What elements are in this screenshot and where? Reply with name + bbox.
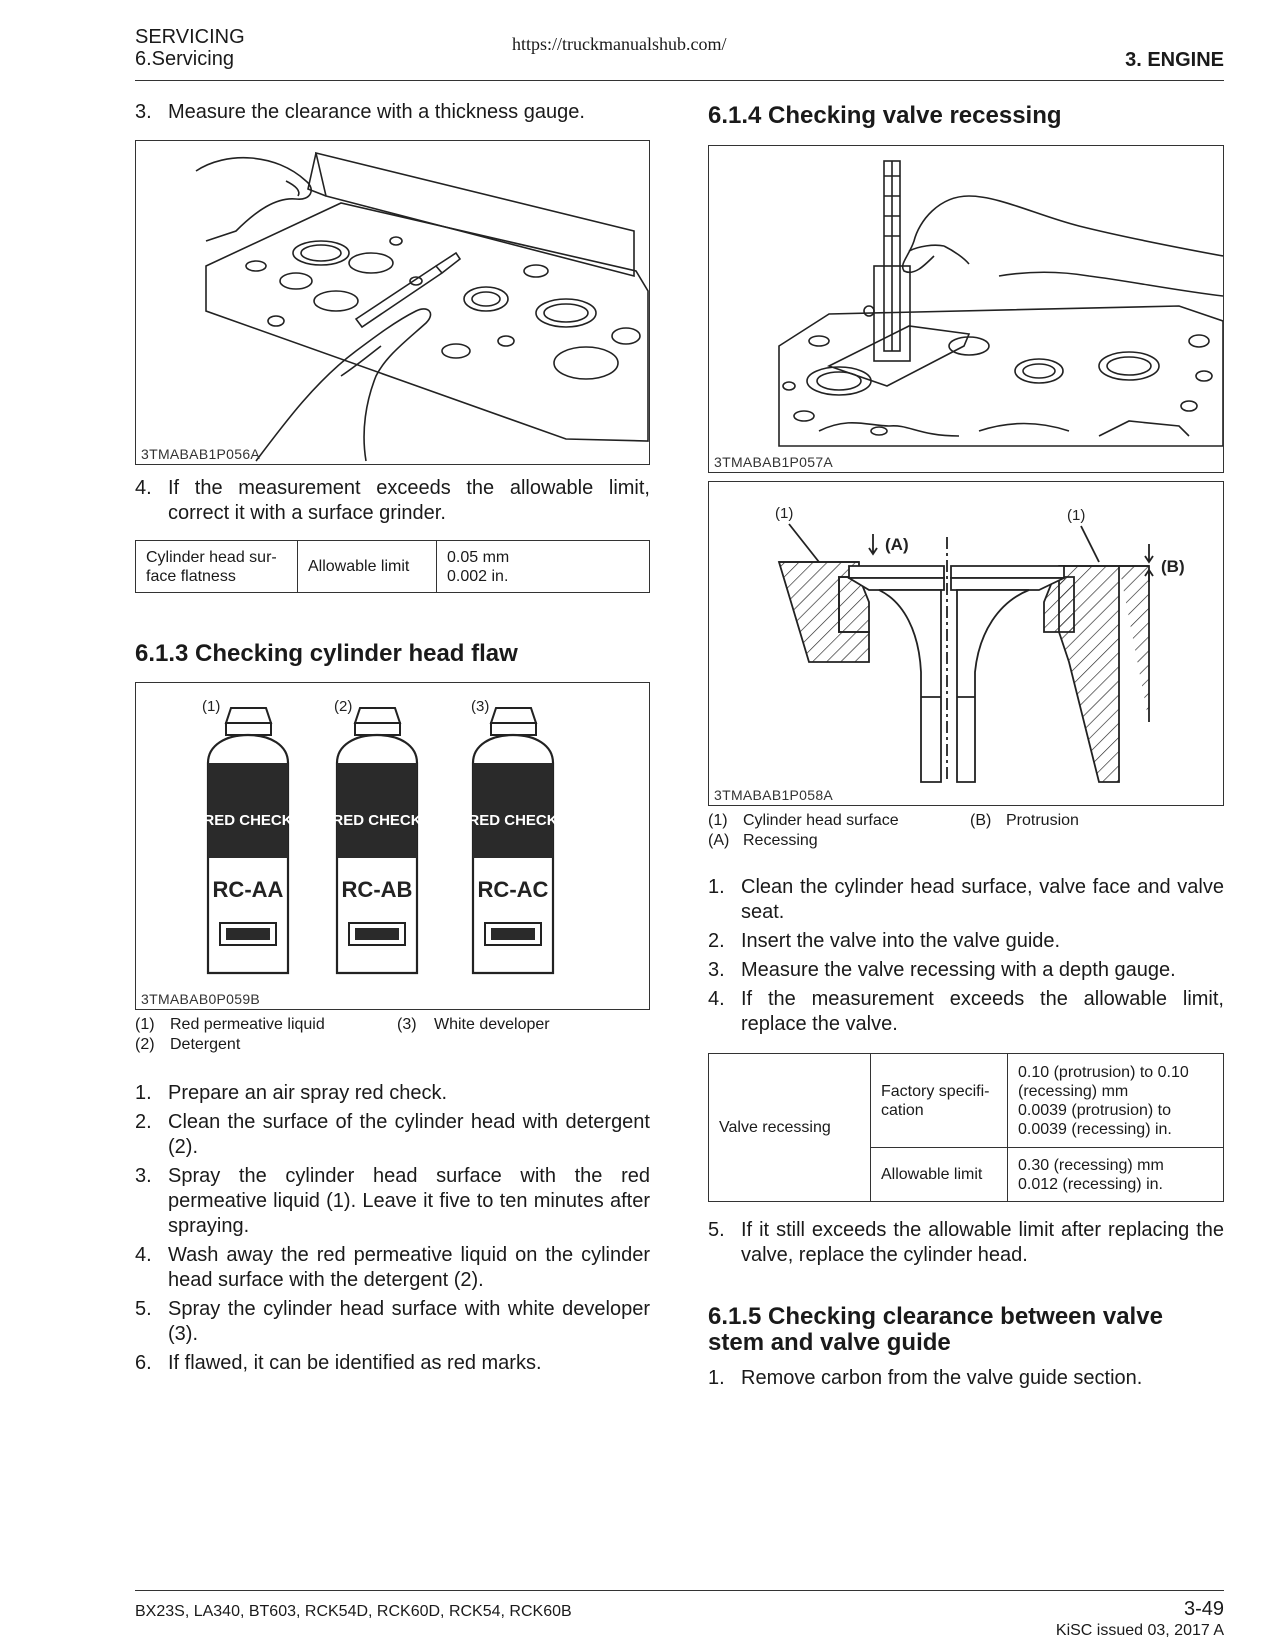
spec-type: Allowable limit	[298, 541, 437, 593]
grinder-step-list	[135, 476, 650, 526]
legend-num: (1)	[135, 1016, 155, 1033]
red-check-figure	[135, 682, 650, 1010]
figure-code: 3TMABAB0P059B	[141, 991, 261, 1007]
spray-can-2	[332, 708, 421, 973]
list-item: 4. If the measurement exceeds the allowable limit, correct it with a surface grinder.	[135, 477, 650, 524]
section-heading-recess: 6.1.4 Checking valve recessing	[708, 102, 1062, 129]
list-item: 4. If the measurement exceeds the allowable limit, replace the valve.	[708, 988, 1224, 1035]
svg-text:RED CHECK: RED CHECK	[468, 812, 558, 829]
list-item: 5. Spray the cylinder head surface with white developer (3).	[135, 1298, 650, 1345]
callout-b: (B)	[1161, 557, 1185, 576]
list-item: 6. If flawed, it can be identified as red marks.	[135, 1352, 542, 1374]
list-item: 3. Measure the clearance with a thickness gauge.	[135, 101, 585, 123]
flatness-spec-table	[135, 540, 650, 593]
legend-num: (2)	[135, 1036, 155, 1053]
legend-label: Protrusion	[1006, 812, 1079, 829]
callout-3: (3)	[471, 698, 490, 715]
thickness-gauge-illustration	[136, 141, 649, 464]
header-chapter: 3. ENGINE	[1125, 49, 1224, 71]
list-item: 1. Prepare an air spray red check.	[135, 1082, 448, 1104]
thickness-gauge-figure	[135, 140, 650, 465]
spec-item: Cylinder head sur-face flatness	[136, 541, 298, 593]
valve-recess-section-illustration	[709, 482, 1223, 805]
legend-label: Red permeative liquid	[170, 1016, 325, 1033]
valve-recess-spec-table	[708, 1053, 1224, 1202]
recess-steps-list	[708, 875, 1224, 1037]
legend-num: (1)	[708, 812, 728, 829]
callout-2: (2)	[334, 698, 353, 715]
list-item: 2. Clean the surface of the cylinder head with detergent (2).	[135, 1111, 650, 1158]
table-row	[136, 541, 650, 593]
spec-type: Factory specifi-cation	[871, 1054, 1008, 1148]
spec-value: 0.30 (recessing) mm 0.012 (recessing) in.	[1008, 1148, 1224, 1202]
header-url[interactable]: https://truckmanualshub.com/	[512, 34, 727, 54]
figure-code: 3TMABAB1P056A	[141, 446, 261, 462]
list-item: 1. Remove carbon from the valve guide section.	[708, 1367, 1143, 1389]
section-heading-flaw: 6.1.3 Checking cylinder head flaw	[135, 640, 518, 667]
list-item: 5. If it still exceeds the allowable limit after replacing the valve, replace the cylinder head.	[708, 1219, 1224, 1266]
depth-gauge-illustration	[709, 146, 1223, 472]
callout-a: (A)	[885, 535, 909, 554]
gauge-step-list	[135, 100, 650, 125]
flaw-steps-list	[135, 1081, 650, 1376]
legend-num: (B)	[970, 812, 992, 829]
valve-recess-diagram	[708, 481, 1224, 806]
depth-gauge-figure	[708, 145, 1224, 473]
list-item: 4. Wash away the red permeative liquid on the cylinder head surface with the detergent (2).	[135, 1244, 650, 1291]
svg-text:RC-AA: RC-AA	[212, 877, 284, 902]
spec-type: Allowable limit	[871, 1148, 1008, 1202]
spec-value: 0.10 (protrusion) to 0.10 (recessing) mm 0.0039 (protrusion) to 0.0039 (recessing) in.	[1008, 1054, 1224, 1148]
svg-text:RED CHECK: RED CHECK	[332, 812, 422, 829]
legend-num: (A)	[708, 832, 730, 849]
footer-models: BX23S, LA340, BT603, RCK54D, RCK60D, RCK54, RCK60B	[135, 1603, 572, 1620]
legend-label: White developer	[434, 1016, 550, 1033]
callout-1-left: (1)	[775, 505, 794, 522]
valve-recess-legend	[708, 811, 1224, 853]
svg-text:RED CHECK: RED CHECK	[203, 812, 293, 829]
right-column	[708, 100, 1224, 1395]
replace-head-step-list	[708, 1218, 1224, 1268]
figure-code: 3TMABAB1P057A	[714, 454, 834, 470]
header-section: SERVICING	[135, 26, 245, 48]
red-check-legend	[135, 1015, 650, 1057]
footer-rule	[135, 1590, 1224, 1591]
legend-label: Recessing	[743, 832, 818, 849]
legend-label: Detergent	[170, 1036, 241, 1053]
spray-can-3	[468, 708, 557, 973]
red-check-cans-illustration	[136, 683, 649, 1009]
guide-steps-list	[708, 1366, 1224, 1391]
legend-num: (3)	[397, 1016, 417, 1033]
left-column	[135, 100, 650, 1380]
callout-1-right: (1)	[1067, 507, 1086, 524]
callout-1: (1)	[202, 698, 221, 715]
figure-code: 3TMABAB1P058A	[714, 787, 834, 803]
legend-label: Cylinder head surface	[743, 812, 899, 829]
list-item: 2. Insert the valve into the valve guide.	[708, 930, 1061, 952]
spec-item: Valve recessing	[709, 1054, 871, 1202]
running-header	[135, 26, 245, 70]
svg-text:RC-AC: RC-AC	[477, 877, 549, 902]
section-heading-guide: 6.1.5 Checking clearance between valve stem and valve guide	[708, 1303, 1163, 1356]
footer-issue: KiSC issued 03, 2017 A	[1055, 1622, 1224, 1639]
list-item: 1. Clean the cylinder head surface, valve face and valve seat.	[708, 876, 1224, 923]
list-item: 3. Measure the valve recessing with a depth gauge.	[708, 959, 1176, 981]
spray-can-1	[203, 708, 292, 973]
page-number: 3-49	[1183, 1598, 1224, 1620]
header-subsection: 6.Servicing	[135, 48, 234, 70]
spec-value: 0.05 mm 0.002 in.	[437, 541, 650, 593]
svg-text:RC-AB: RC-AB	[341, 877, 413, 902]
list-item: 3. Spray the cylinder head surface with the red permeative liquid (1). Leave it five to ten minutes after spraying.	[135, 1165, 650, 1237]
header-rule	[135, 80, 1224, 81]
table-row	[709, 1054, 1224, 1148]
